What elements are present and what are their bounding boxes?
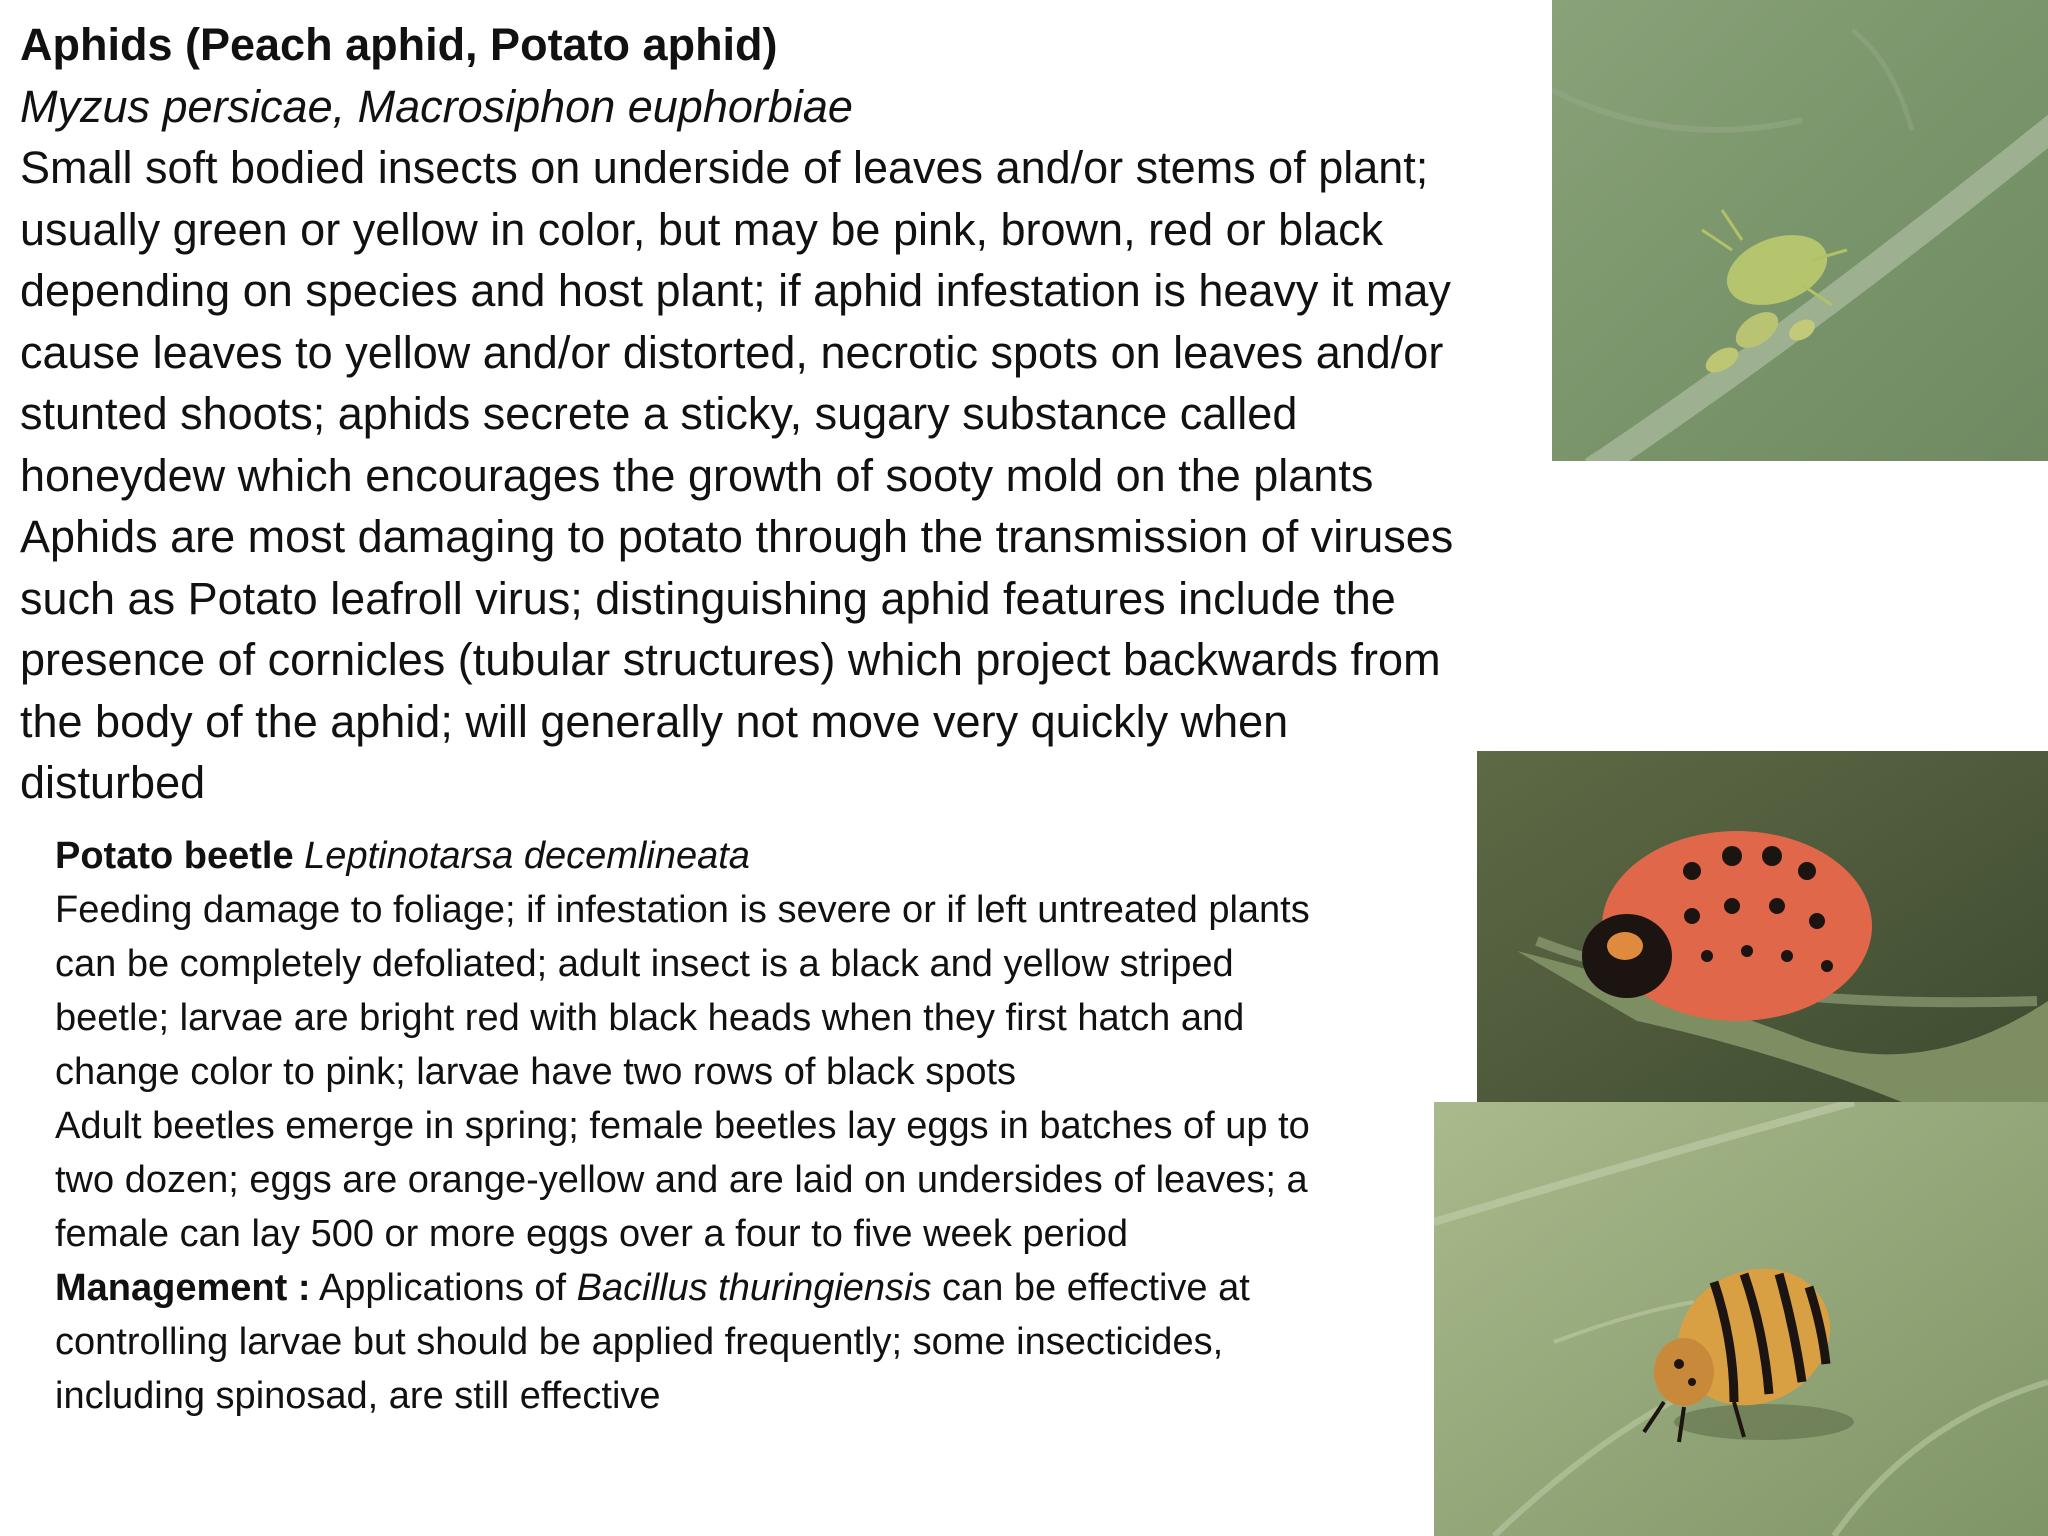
aphids-title: Aphids (Peach aphid, Potato aphid) [20,19,778,70]
beetle-text-line: two dozen; eggs are orange-yellow and are laid on undersides of leaves; a [55,1159,1308,1201]
aphids-text-line: depending on species and host plant; if aphid infestation is heavy it may [20,265,1451,316]
beetle-text-line: beetle; larvae are bright red with black heads when they first hatch and [55,997,1245,1039]
beetle-scientific-name: Leptinotarsa decemlineata [304,835,750,877]
beetle-text-line: female can lay 500 or more eggs over a four to five week period [55,1213,1129,1255]
adult-beetle-photo [1434,1102,2048,1536]
management-agent: Bacillus thuringiensis [576,1267,932,1309]
aphids-text-line: honeydew which encourages the growth of sooty mold on the plants [20,449,1374,501]
aphids-text-line: Small soft bodied insects on underside of leaves and/or stems of plant; [20,142,1429,193]
beetle-text-line: Feeding damage to foliage; if infestation is severe or if left untreated plants [55,889,1310,931]
beetle-text-line: can be completely defoliated; adult insect is a black and yellow striped [55,943,1234,985]
beetle-name: Potato beetle [55,835,294,877]
aphids-scientific-name: Myzus persicae, Macrosiphon euphorbiae [20,80,853,132]
management-text: can be effective at [931,1267,1250,1309]
aphids-text-line: such as Potato leafroll virus; distinguishing aphid features include the [20,572,1396,624]
beetle-text-line: change color to pink; larvae have two rows of black spots [55,1051,1017,1093]
management-line [55,1261,1455,1315]
management-text-line: controlling larvae but should be applied frequently; some insecticides, [55,1321,1224,1363]
aphids-text-line: stunted shoots; aphids secrete a sticky, sugary substance called [20,388,1298,439]
aphids-text-line: disturbed [20,757,206,808]
management-text: Applications of [310,1267,577,1309]
potato-beetle-section [55,829,1455,1423]
aphids-text-line: presence of cornicles (tubular structures) which project backwards from [20,634,1441,685]
aphid-photo [1552,0,2048,461]
management-label: Management : [55,1267,311,1309]
aphids-text-line: usually green or yellow in color, but may be pink, brown, red or black [20,203,1384,255]
aphids-text-line: the body of the aphid; will generally not move very quickly when [20,695,1289,747]
aphids-text-line: cause leaves to yellow and/or distorted, necrotic spots on leaves and/or [20,326,1444,378]
management-text-line: including spinosad, are still effective [55,1375,661,1417]
beetle-text-line: Adult beetles emerge in spring; female beetles lay eggs in batches of up to [55,1105,1310,1147]
aphids-text-line: Aphids are most damaging to potato through the transmission of viruses [20,511,1454,562]
beetle-larva-photo [1477,751,2048,1108]
aphids-section [20,14,1540,814]
beetle-heading [55,829,1455,883]
